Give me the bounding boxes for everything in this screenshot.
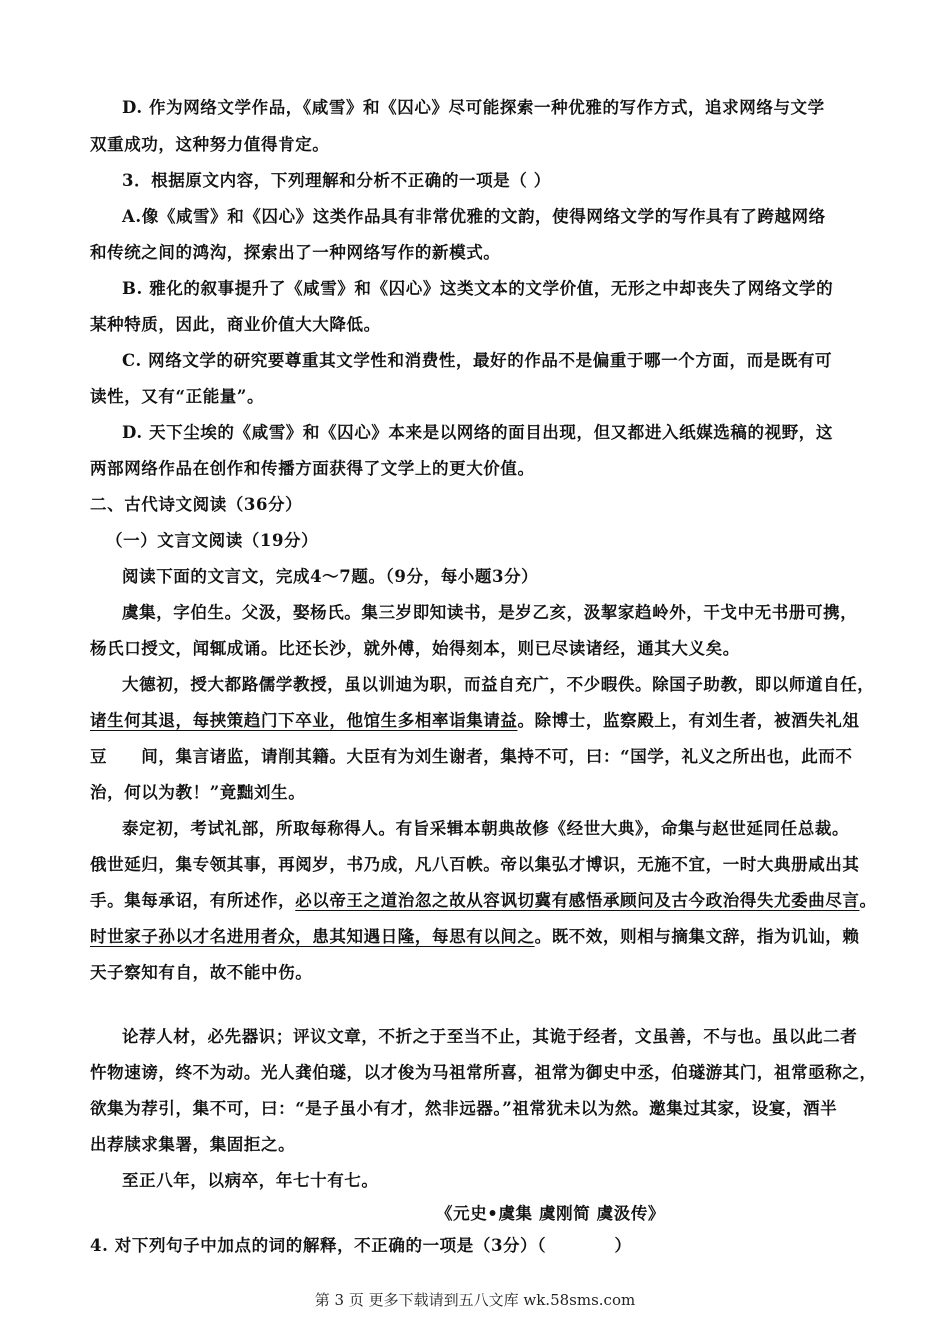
question-3-option-c-line1: C. 网络文学的研究要尊重其文学性和消费性，最好的作品不是偏重于哪一个方面，而是既有可 [122,351,833,370]
passage-p5: 至正八年，以病卒，年七十有七。 [122,1171,379,1190]
passage-p3-line4 [90,926,860,948]
question-3-option-c-line2: 读性，又有“正能量”。 [90,387,265,406]
underlined-sentence-3: 时世家子孙以才名进用者众，患其知遇日隆，每思有以间之 [90,927,535,946]
question-3-option-a-line2: 和传统之间的鸿沟，探索出了一种网络写作的新模式。 [90,243,501,262]
question-3-option-b-line1: B. 雅化的叙事提升了《咸雪》和《囚心》这类文本的文学价值，无形之中却丧失了网络文学的 [122,279,834,298]
passage-p3-line5: 天子察知有自，故不能中伤。 [90,963,313,982]
passage-p4-line1: 论荐人材，必先器识；评议文章，不折之于至当不止，其诡于经者，文虽善，不与也。虽以此二者 [122,1027,858,1046]
question-3-option-d-line2: 两部网络作品在创作和传播方面获得了文学上的更大价值。 [90,459,535,478]
underlined-sentence-2: 必以帝王之道治忽之故从容讽切冀有感悟承顾问及古今政治得失尤委曲尽言 [295,891,860,910]
passage-p2-line1: 大德初，授大都路儒学教授，虽以训迪为职，而益自充广，不少暇佚。除国子助教，即以师道自任， [122,675,875,694]
passage-p2-line2-rest: 。除博士，监察殿上，有刘生者，被酒失礼俎 [517,711,860,730]
passage-p4-line4: 出荐牍求集署，集固拒之。 [90,1135,296,1154]
passage-p2-line4: 治，何以为教！”竟黜刘生。 [90,783,306,802]
passage-p1-line1: 虞集，字伯生。父汲，娶杨氏。集三岁即知读书，是岁乙亥，汲挈家趋岭外，干戈中无书册可携， [122,603,858,622]
underlined-sentence-1: 诸生何其退，每挟策趋门下卒业，他馆生多相率诣集请益 [90,711,518,730]
question-4-stem: 4. 对下列句子中加点的词的解释，不正确的一项是（3分）（ ） [90,1236,632,1255]
option-d-previous-line2: 双重成功，这种努力值得肯定。 [90,135,330,154]
page-footer: 第 3 页 更多下载请到五八文库 wk.58sms.com [314,1291,636,1309]
question-3-option-b-line2: 某种特质，因此，商业价值大大降低。 [90,315,381,334]
question-3-option-d-line1: D. 天下尘埃的《咸雪》和《囚心》本来是以网络的面目出现，但又都进入纸媒选稿的视野，这 [122,423,834,442]
section-2-title: 二、古代诗文阅读（36分） [90,495,303,514]
passage-source: 《元史•虞集 虞刚简 虞汲传》 [436,1204,666,1223]
passage-p4-line2: 忤物速谤，终不为动。光人龚伯璲，以才俊为马祖常所喜，祖常为御史中丞，伯璲游其门，祖常亟称之， [90,1063,877,1082]
passage-p3-line3-prefix: 手。集每承诏，有所述作， [90,891,296,910]
passage-p3-line4-rest: 。既不效，则相与摘集文辞，指为讥讪，赖 [534,927,860,946]
question-3-stem: 3．根据原文内容，下列理解和分析不正确的一项是（ ） [122,171,551,190]
passage-p3-line2: 俄世延归，集专领其事，再阅岁，书乃成，凡八百帙。帝以集弘才博识，无施不宜，一时大典册咸出其 [90,855,860,874]
question-3-option-a-line1: A.像《咸雪》和《囚心》这类作品具有非常优雅的文韵，使得网络文学的写作具有了跨越网络 [122,207,826,226]
section-2-instruction: 阅读下面的文言文，完成4～7题。（9分，每小题3分） [122,567,539,586]
option-d-previous-line1: D. 作为网络文学作品，《咸雪》和《囚心》尽可能探索一种优雅的写作方式，追求网络与文学 [122,98,825,117]
passage-p2-line2 [90,710,860,732]
passage-p3-line3-end: 。 [859,891,877,910]
passage-p4-line3: 欲集为荐引，集不可，曰：“是子虽小有才，然非远器。”祖常犹未以为然。邀集过其家，设宴，酒半 [90,1099,838,1118]
passage-p3-line3 [90,890,877,912]
passage-p1-line2: 杨氏口授文，闻辄成诵。比还长沙，就外傅，始得刻本，则已尽读诸经，通其大义矣。 [90,639,740,658]
passage-p3-line1: 泰定初，考试礼部，所取每称得人。有旨采辑本朝典故修《经世大典》，命集与赵世延同任总裁。 [122,819,850,838]
section-2-subtitle: （一）文言文阅读（19分） [106,531,319,550]
passage-p2-line3: 豆 间，集言诸监，请削其籍。大臣有为刘生谢者，集持不可，曰：“国学，礼义之所出也，此而不 [90,747,853,766]
